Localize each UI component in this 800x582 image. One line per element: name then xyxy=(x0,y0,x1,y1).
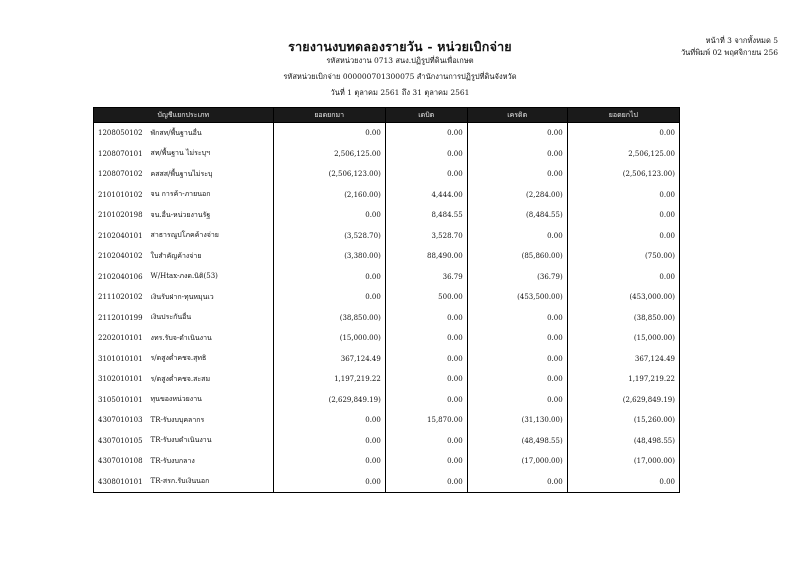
print-date: วันที่พิมพ์ 02 พฤศจิกายน 256 xyxy=(680,48,778,57)
column-header-brought-forward: ยอดยกมา xyxy=(273,108,385,123)
table-row xyxy=(94,451,680,472)
carried-forward-cell: 0.00 xyxy=(567,267,679,288)
account-code: 2112010199 xyxy=(94,308,147,329)
credit-cell: 0.00 xyxy=(467,390,567,411)
debit-cell: 3,528.70 xyxy=(385,226,467,247)
table-row xyxy=(94,123,680,144)
debit-cell: 0.00 xyxy=(385,123,467,144)
account-code: 1208070102 xyxy=(94,164,147,185)
carried-forward-cell: 1,197,219.22 xyxy=(567,369,679,390)
column-header-carried-forward: ยอดยกไป xyxy=(567,108,679,123)
debit-cell: 88,490.00 xyxy=(385,246,467,267)
account-name: สาธารณูปโภคค้างจ่าย xyxy=(147,226,274,247)
brought-forward-cell: 367,124.49 xyxy=(273,349,385,370)
account-code: 2101010102 xyxy=(94,185,147,206)
credit-cell: (17,000.00) xyxy=(467,451,567,472)
brought-forward-cell: (15,000.00) xyxy=(273,328,385,349)
account-name: ทุนของหน่วยงาน xyxy=(147,390,274,411)
account-name: TR-สรก.รับเงินนอก xyxy=(147,472,274,493)
report-title: รายงานงบทดลองรายวัน - หน่วยเบิกจ่าย xyxy=(288,39,512,54)
trial-balance-table xyxy=(93,107,680,493)
table-row xyxy=(94,369,680,390)
carried-forward-cell: (15,000.00) xyxy=(567,328,679,349)
credit-cell: (36.79) xyxy=(467,267,567,288)
brought-forward-cell: 0.00 xyxy=(273,431,385,452)
carried-forward-cell: (48,498.55) xyxy=(567,431,679,452)
column-header-credit: เครดิต xyxy=(467,108,567,123)
account-code: 4307010108 xyxy=(94,451,147,472)
account-code: 2102040102 xyxy=(94,246,147,267)
account-name: TR-รับงบกลาง xyxy=(147,451,274,472)
carried-forward-cell: (750.00) xyxy=(567,246,679,267)
credit-cell: 0.00 xyxy=(467,164,567,185)
debit-cell: 0.00 xyxy=(385,164,467,185)
account-name: พักสท/พื้นฐานอื่น xyxy=(147,123,274,144)
debit-cell: 0.00 xyxy=(385,472,467,493)
debit-cell: 0.00 xyxy=(385,349,467,370)
table-row xyxy=(94,164,680,185)
account-name: ใบสำคัญค้างจ่าย xyxy=(147,246,274,267)
page-info: หน้าที่ 3 จากทั้งหมด 5 xyxy=(705,36,778,45)
credit-cell: (8,484.55) xyxy=(467,205,567,226)
carried-forward-cell: (15,260.00) xyxy=(567,410,679,431)
debit-cell: 36.79 xyxy=(385,267,467,288)
debit-cell: 0.00 xyxy=(385,328,467,349)
credit-cell: 0.00 xyxy=(467,369,567,390)
carried-forward-cell: (17,000.00) xyxy=(567,451,679,472)
debit-cell: 0.00 xyxy=(385,390,467,411)
account-code: 2111020102 xyxy=(94,287,147,308)
table-row xyxy=(94,144,680,165)
table-row xyxy=(94,349,680,370)
account-code: 1208070101 xyxy=(94,144,147,165)
table-row xyxy=(94,205,680,226)
date-range: วันที่ 1 ตุลาคม 2561 ถึง 31 ตุลาคม 2561 xyxy=(330,88,470,97)
brought-forward-cell: (2,160.00) xyxy=(273,185,385,206)
brought-forward-cell: (3,528.70) xyxy=(273,226,385,247)
carried-forward-cell: 0.00 xyxy=(567,185,679,206)
account-code: 4308010101 xyxy=(94,472,147,493)
carried-forward-cell: (2,629,849.19) xyxy=(567,390,679,411)
account-name: จน การค้า-ภายนอก xyxy=(147,185,274,206)
carried-forward-cell: 2,506,125.00 xyxy=(567,144,679,165)
account-code: 2102040101 xyxy=(94,226,147,247)
brought-forward-cell: 0.00 xyxy=(273,472,385,493)
credit-cell: 0.00 xyxy=(467,144,567,165)
table-row xyxy=(94,328,680,349)
agency-line: รหัสหน่วยงาน 0713 สนง.ปฏิรูปที่ดินเพื่อเกษต xyxy=(326,56,474,65)
brought-forward-cell: 1,197,219.22 xyxy=(273,369,385,390)
table-row xyxy=(94,308,680,329)
brought-forward-cell: 2,506,125.00 xyxy=(273,144,385,165)
account-name: งทร.รับจ-ดำเนินงาน xyxy=(147,328,274,349)
credit-cell: 0.00 xyxy=(467,472,567,493)
carried-forward-cell: (38,850.00) xyxy=(567,308,679,329)
account-name: TR-รับงบบุคลากร xyxy=(147,410,274,431)
account-name: เงินประกันอื่น xyxy=(147,308,274,329)
credit-cell: (453,500.00) xyxy=(467,287,567,308)
account-code: 1208050102 xyxy=(94,123,147,144)
table-header-row xyxy=(94,108,680,123)
account-name: จน.อื่น-หน่วยงานรัฐ xyxy=(147,205,274,226)
brought-forward-cell: 0.00 xyxy=(273,451,385,472)
debit-cell: 15,870.00 xyxy=(385,410,467,431)
credit-cell: (85,860.00) xyxy=(467,246,567,267)
debit-cell: 0.00 xyxy=(385,451,467,472)
credit-cell: 0.00 xyxy=(467,226,567,247)
brought-forward-cell: (3,380.00) xyxy=(273,246,385,267)
column-header-account: บัญชีแยกประเภท xyxy=(94,108,274,123)
credit-cell: 0.00 xyxy=(467,328,567,349)
debit-cell: 4,444.00 xyxy=(385,185,467,206)
account-name: ร/ดสูงต่ำคชจ.สะสม xyxy=(147,369,274,390)
carried-forward-cell: (2,506,123.00) xyxy=(567,164,679,185)
account-code: 2102040106 xyxy=(94,267,147,288)
account-name: ร/ดสูงต่ำคชจ.สุทธิ xyxy=(147,349,274,370)
carried-forward-cell: 0.00 xyxy=(567,205,679,226)
carried-forward-cell: 0.00 xyxy=(567,226,679,247)
brought-forward-cell: (2,629,849.19) xyxy=(273,390,385,411)
table-row xyxy=(94,226,680,247)
table-row xyxy=(94,267,680,288)
brought-forward-cell: 0.00 xyxy=(273,123,385,144)
credit-cell: 0.00 xyxy=(467,123,567,144)
debit-cell: 0.00 xyxy=(385,431,467,452)
account-code: 4307010105 xyxy=(94,431,147,452)
account-name: TR-รับงบดำเนินงาน xyxy=(147,431,274,452)
table-row xyxy=(94,246,680,267)
credit-cell: 0.00 xyxy=(467,349,567,370)
table-row xyxy=(94,410,680,431)
account-code: 2101020198 xyxy=(94,205,147,226)
brought-forward-cell: (2,506,123.00) xyxy=(273,164,385,185)
account-code: 3105010101 xyxy=(94,390,147,411)
credit-cell: (48,498.55) xyxy=(467,431,567,452)
debit-cell: 0.00 xyxy=(385,369,467,390)
account-code: 4307010103 xyxy=(94,410,147,431)
brought-forward-cell: 0.00 xyxy=(273,205,385,226)
disbursing-unit-line: รหัสหน่วยเบิกจ่าย 000000701300075 สำนักงานการปฏิรูปที่ดินจังหวัด xyxy=(283,72,517,81)
carried-forward-cell: 0.00 xyxy=(567,472,679,493)
account-name: เงินรับฝาก-ทุนหมุนเว xyxy=(147,287,274,308)
debit-cell: 0.00 xyxy=(385,308,467,329)
table-row xyxy=(94,185,680,206)
brought-forward-cell: 0.00 xyxy=(273,267,385,288)
brought-forward-cell: 0.00 xyxy=(273,287,385,308)
account-code: 2202010101 xyxy=(94,328,147,349)
account-code: 3101010101 xyxy=(94,349,147,370)
brought-forward-cell: (38,850.00) xyxy=(273,308,385,329)
account-code: 3102010101 xyxy=(94,369,147,390)
carried-forward-cell: (453,000.00) xyxy=(567,287,679,308)
debit-cell: 500.00 xyxy=(385,287,467,308)
table-row xyxy=(94,431,680,452)
table-row xyxy=(94,472,680,493)
account-name: W/Htax-ภงด.นิติ(53) xyxy=(147,267,274,288)
debit-cell: 8,484.55 xyxy=(385,205,467,226)
brought-forward-cell: 0.00 xyxy=(273,410,385,431)
carried-forward-cell: 0.00 xyxy=(567,123,679,144)
credit-cell: (2,284.00) xyxy=(467,185,567,206)
column-header-debit: เดบิต xyxy=(385,108,467,123)
credit-cell: (31,130.00) xyxy=(467,410,567,431)
account-name: สท/พื้นฐาน ไม่ระบุฯ xyxy=(147,144,274,165)
table-row xyxy=(94,287,680,308)
carried-forward-cell: 367,124.49 xyxy=(567,349,679,370)
debit-cell: 0.00 xyxy=(385,144,467,165)
table-row xyxy=(94,390,680,411)
account-name: คสสส/พื้นฐานไม่ระบุ xyxy=(147,164,274,185)
credit-cell: 0.00 xyxy=(467,308,567,329)
